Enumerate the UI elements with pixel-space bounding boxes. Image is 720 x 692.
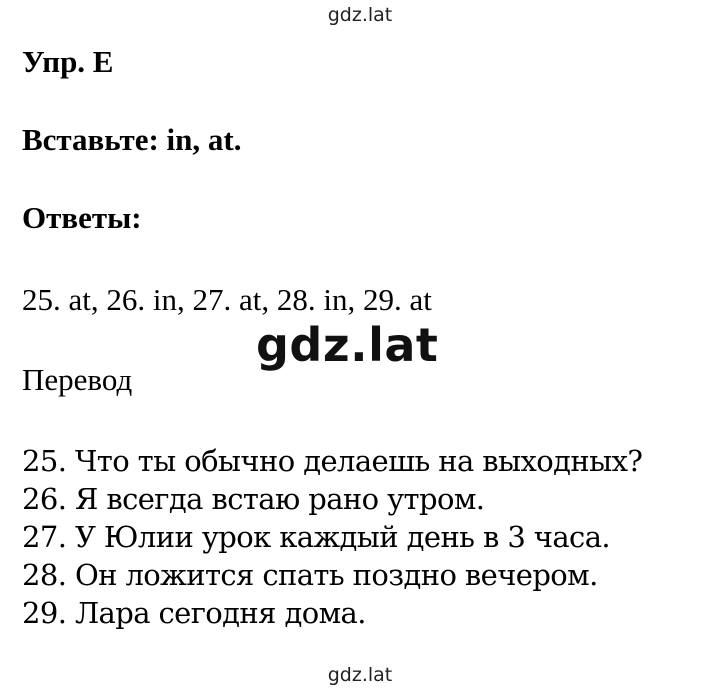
list-item: 29. Лара сегодня дома. [22, 596, 366, 630]
answers-heading: Ответы: [22, 200, 142, 235]
list-item: 25. Что ты обычно делаешь на выходных? [22, 444, 643, 478]
list-item: 26. Я всегда встаю рано утром. [22, 482, 485, 516]
list-item: 27. У Юлии урок каждый день в 3 часа. [22, 520, 611, 554]
watermark-top: gdz.lat [327, 4, 393, 26]
exercise-title: Упр. E [22, 44, 114, 79]
watermark-middle: gdz.lat [256, 318, 439, 372]
instruction-text: Вставьте: in, at. [22, 122, 242, 157]
translation-list [22, 442, 642, 632]
answers-line: 25. at, 26. in, 27. at, 28. in, 29. at [22, 282, 432, 317]
watermark-bottom: gdz.lat [327, 664, 393, 686]
translation-heading: Перевод [22, 362, 133, 397]
list-item: 28. Он ложится спать поздно вечером. [22, 558, 598, 592]
